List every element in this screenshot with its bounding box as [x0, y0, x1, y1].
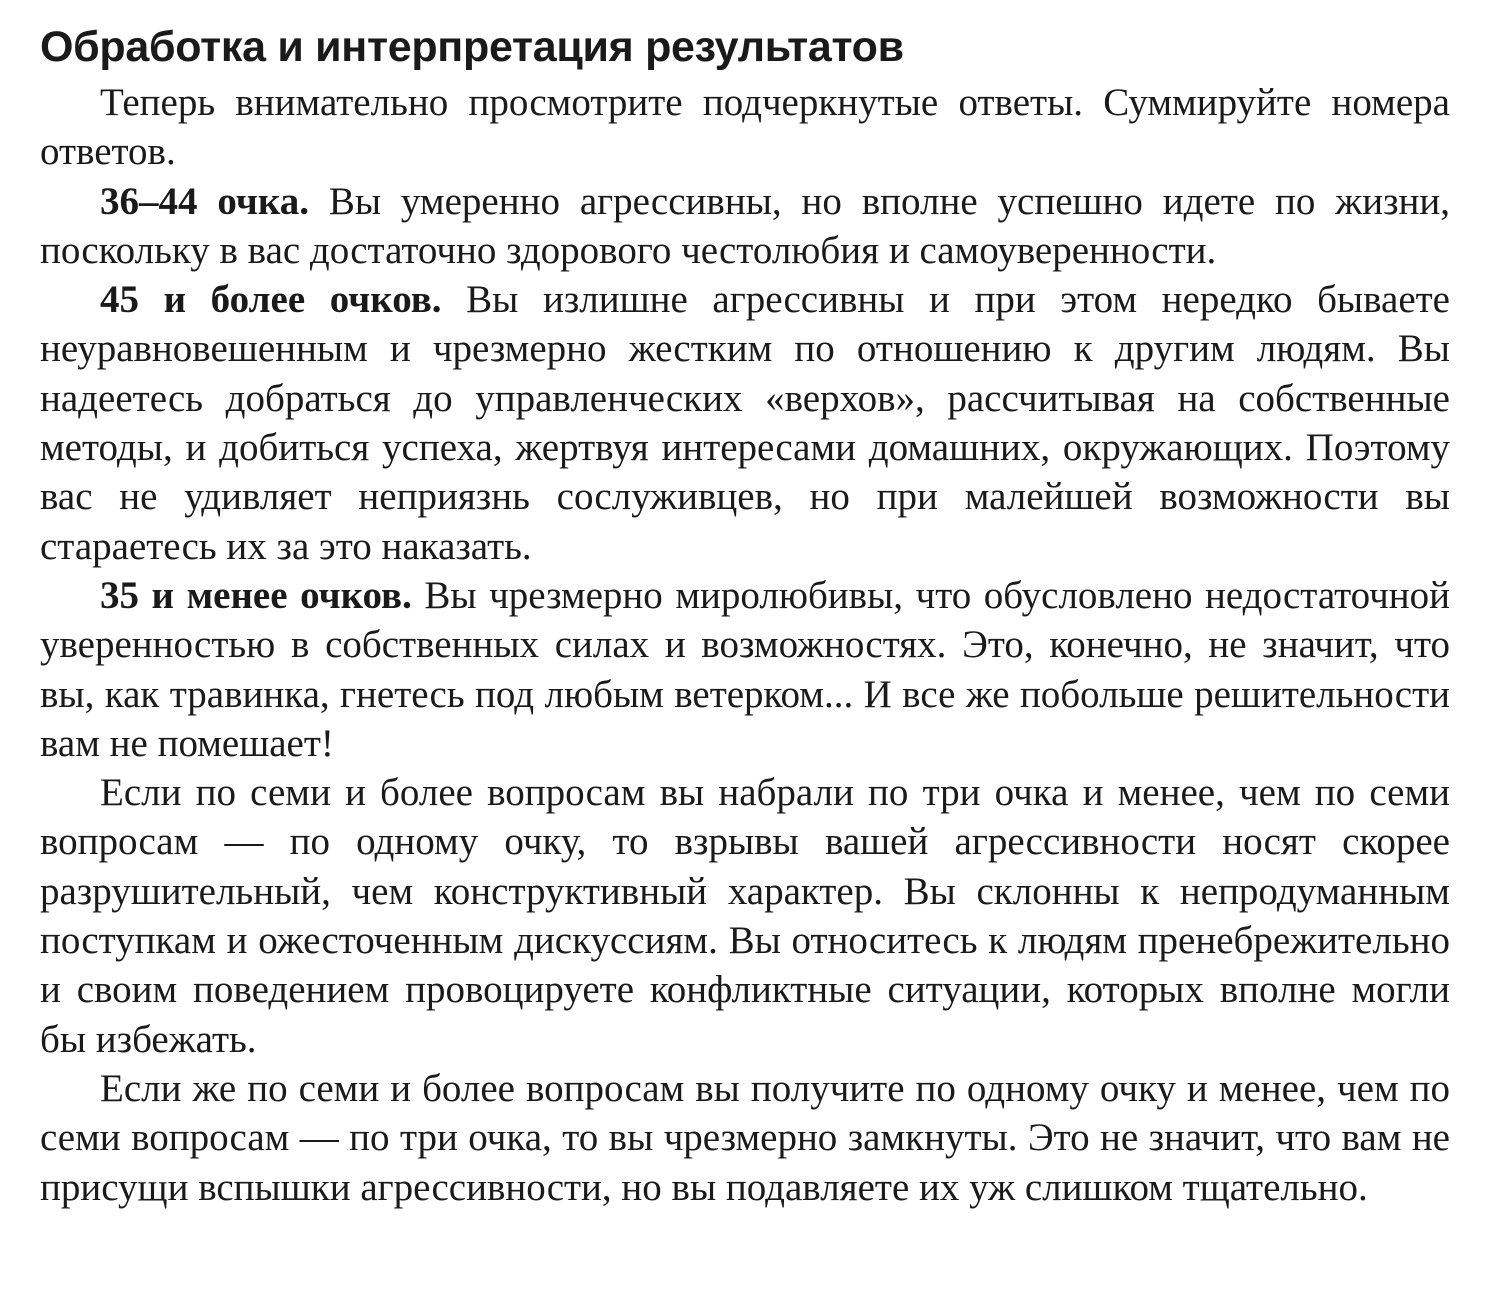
paragraph-instructions — [40, 78, 1450, 177]
score-range-label: 35 и менее очков. — [100, 573, 412, 617]
paragraph-text: Теперь внимательно просмотрите подчеркнутые ответы. Суммируйте номера ответов. — [40, 81, 1450, 174]
document-page — [40, 18, 1450, 1212]
score-range-label: 45 и более очков. — [100, 278, 442, 322]
paragraph-score-36-44 — [40, 177, 1450, 276]
paragraph-text: Вы излишне агрессивны и при этом нередко бываете неуравновешенным и чрезмерно жестким по отношению к другим людям. Вы надеетесь добраться до управленческих «верхов», рассчитывая на собственные методы, и добиться успеха, жертвуя интересами домашних, окружающих. Поэтому вас не удивляет неприязнь сослуживцев, но при малейшей возможности вы стараетесь их за это наказать. — [40, 278, 1450, 568]
paragraph-text: Вы умеренно агрессивны, но вполне успешно идете по жизни, поскольку в вас достаточно здорового честолюбия и самоуверенности. — [40, 179, 1450, 272]
paragraph-score-35-less — [40, 571, 1450, 768]
score-range-label: 36–44 очка. — [100, 179, 309, 223]
paragraph-text: Если же по семи и более вопросам вы получите по одному очку и менее, чем по семи вопросам — по три очка, то вы чрезмерно замкнуты. Это не значит, что вам не присущи вспышки агрессивности, но вы подавляете их уж слишком тщательно. — [40, 1066, 1450, 1209]
document-body — [40, 78, 1450, 1212]
paragraph-text: Если по семи и более вопросам вы набрали по три очка и менее, чем по семи вопросам — по одному очку, то взрывы вашей агрессивности носят скорее разрушительный, чем конструктивный характер. Вы склонны к непродуманным поступкам и ожесточенным дискуссиям. Вы относитесь к людям пренебрежительно и своим поведением провоцируете конфликтные ситуации, которых вполне могли бы избежать. — [40, 771, 1450, 1061]
paragraph-suppressed-aggression — [40, 1064, 1450, 1212]
paragraph-score-45-plus — [40, 275, 1450, 571]
paragraph-destructive-aggression — [40, 768, 1450, 1064]
paragraph-text: Вы чрезмерно миролюбивы, что обусловлено недостаточной уверенностью в собственных силах и возможностях. Это, конечно, не значит, что вы, как травинка, гнетесь под любым ветерком... И все же побольше решительности вам не помешает! — [40, 573, 1450, 765]
section-heading: Обработка и интерпретация результатов — [40, 23, 904, 71]
